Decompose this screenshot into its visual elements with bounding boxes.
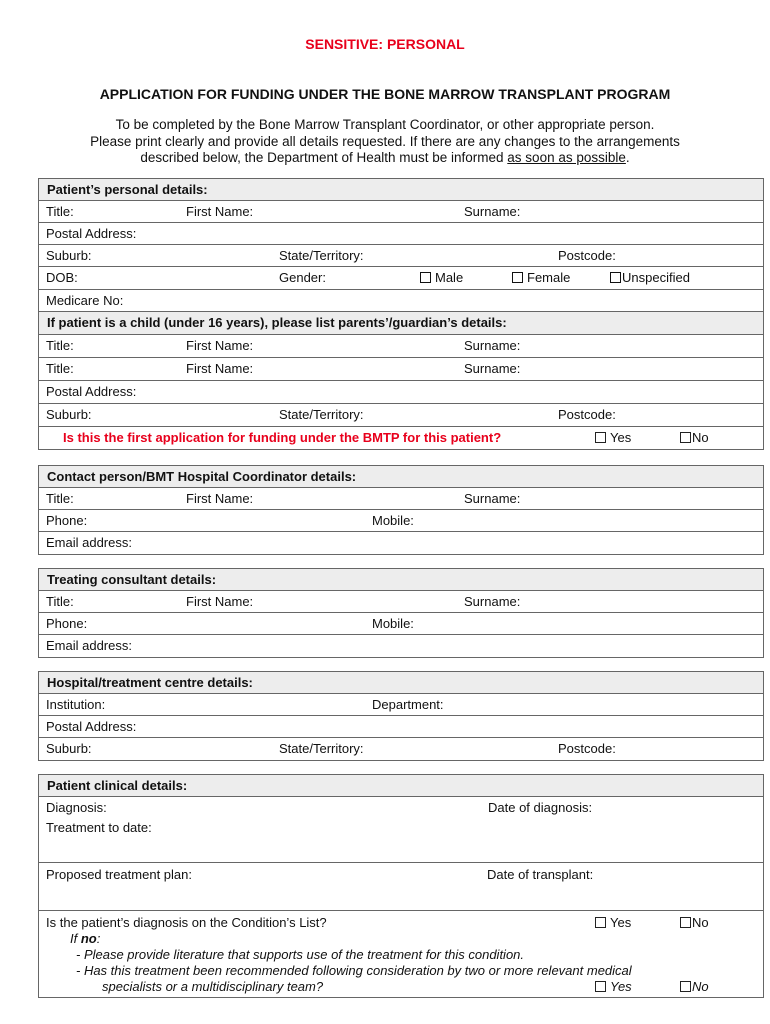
consultant-details-section <box>38 568 764 658</box>
conditions-list-question: Is the patient’s diagnosis on the Condition’s List? <box>46 915 327 930</box>
treatment-plan-row[interactable] <box>39 863 763 911</box>
conditions-list-row <box>39 911 763 997</box>
consultant-details-heading: Treating consultant details: <box>39 569 763 591</box>
patient-dob-row <box>39 267 763 290</box>
checkbox-icon <box>610 272 621 283</box>
surname-label: Surname: <box>464 338 521 353</box>
title-label: Title: <box>46 361 74 376</box>
consultant-email-row[interactable] <box>39 635 763 657</box>
dob-label: DOB: <box>46 270 78 285</box>
postal-address-label: Postal Address: <box>46 225 137 241</box>
postcode-label: Postcode: <box>558 247 616 263</box>
email-label: Email address: <box>46 638 132 653</box>
if-no-label: If no: <box>70 931 101 946</box>
date-of-transplant-label: Date of transplant: <box>487 867 594 882</box>
first-name-label: First Name: <box>186 361 254 376</box>
contact-name-row[interactable] <box>39 488 763 510</box>
recommendation-no-checkbox[interactable]: No <box>680 979 709 995</box>
postal-address-label: Postal Address: <box>46 718 137 734</box>
checkbox-icon <box>680 981 691 992</box>
consultant-phone-row[interactable] <box>39 613 763 635</box>
state-label: State/Territory: <box>279 247 364 263</box>
postcode-label: Postcode: <box>558 407 616 422</box>
recommendation-question-line-2: specialists or a multidisciplinary team? <box>102 979 324 994</box>
checkbox-icon <box>680 432 691 443</box>
first-name-label: First Name: <box>186 203 254 219</box>
suburb-label: Suburb: <box>46 247 92 263</box>
male-checkbox[interactable]: Male <box>420 270 463 286</box>
institution-label: Institution: <box>46 696 106 712</box>
guardian-postal-row[interactable] <box>39 381 763 404</box>
postal-address-label: Postal Address: <box>46 384 137 399</box>
patient-details-section <box>38 178 764 450</box>
form-instructions <box>0 117 770 167</box>
first-name-label: First Name: <box>186 490 254 506</box>
checkbox-icon <box>420 272 431 283</box>
title-label: Title: <box>46 490 74 506</box>
phone-label: Phone: <box>46 512 88 528</box>
title-label: Title: <box>46 593 74 609</box>
recommendation-question-line-1: - Has this treatment been recommended following consideration by two or more relevant medical <box>76 963 632 978</box>
first-app-yes-checkbox[interactable]: Yes <box>595 430 631 446</box>
state-label: State/Territory: <box>279 407 364 422</box>
checkbox-icon <box>595 432 606 443</box>
guardian-details-heading: If patient is a child (under 16 years), please list parents’/guardian’s details: <box>39 312 763 335</box>
first-app-no-checkbox[interactable]: No <box>680 430 709 446</box>
diagnosis-row[interactable] <box>39 797 763 818</box>
patient-name-row[interactable] <box>39 201 763 223</box>
patient-details-heading: Patient’s personal details: <box>39 179 763 201</box>
instructions-line-2: Please print clearly and provide all details requested. If there are any changes to the arrangements <box>90 133 680 149</box>
surname-label: Surname: <box>464 593 521 609</box>
phone-label: Phone: <box>46 615 88 631</box>
gender-label: Gender: <box>279 270 326 285</box>
patient-suburb-row[interactable] <box>39 245 763 267</box>
conditions-no-checkbox[interactable]: No <box>680 915 709 931</box>
instructions-line-1: To be completed by the Bone Marrow Transplant Coordinator, or other appropriate person. <box>115 117 655 132</box>
date-of-diagnosis-label: Date of diagnosis: <box>488 799 593 815</box>
contact-details-section <box>38 465 764 555</box>
mobile-label: Mobile: <box>372 615 414 631</box>
checkbox-icon <box>512 272 523 283</box>
postcode-label: Postcode: <box>558 741 616 756</box>
surname-label: Surname: <box>464 490 521 506</box>
hospital-details-section <box>38 671 764 761</box>
state-label: State/Territory: <box>279 741 364 756</box>
surname-label: Surname: <box>464 361 521 376</box>
conditions-yes-checkbox[interactable]: Yes <box>595 915 631 931</box>
first-application-row <box>39 427 763 449</box>
hospital-institution-row[interactable] <box>39 694 763 716</box>
asap-text: as soon as possible <box>507 150 626 165</box>
treatment-to-date-label: Treatment to date: <box>46 820 152 835</box>
first-name-label: First Name: <box>186 338 254 353</box>
diagnosis-label: Diagnosis: <box>46 799 107 815</box>
guardian-1-name-row[interactable] <box>39 335 763 358</box>
contact-phone-row[interactable] <box>39 510 763 532</box>
unspecified-checkbox[interactable]: Unspecified <box>610 270 690 286</box>
first-name-label: First Name: <box>186 593 254 609</box>
female-checkbox[interactable]: Female <box>512 270 570 286</box>
sensitive-label: SENSITIVE: PERSONAL <box>305 36 465 52</box>
treatment-to-date-row[interactable] <box>39 818 763 863</box>
title-label: Title: <box>46 203 74 219</box>
instructions-line-3: described below, the Department of Health must be informed as soon as possible. <box>140 150 630 165</box>
email-label: Email address: <box>46 535 132 550</box>
contact-email-row[interactable] <box>39 532 763 554</box>
treatment-plan-label: Proposed treatment plan: <box>46 867 192 882</box>
patient-postal-row[interactable] <box>39 223 763 245</box>
checkbox-icon <box>595 917 606 928</box>
suburb-label: Suburb: <box>46 741 92 756</box>
clinical-details-heading: Patient clinical details: <box>39 775 763 797</box>
department-label: Department: <box>372 696 444 712</box>
checkbox-icon <box>680 917 691 928</box>
mobile-label: Mobile: <box>372 512 414 528</box>
hospital-suburb-row[interactable] <box>39 738 763 760</box>
literature-instruction: - Please provide literature that supports use of the treatment for this condition. <box>76 947 525 962</box>
patient-medicare-row[interactable] <box>39 290 763 312</box>
form-title: APPLICATION FOR FUNDING UNDER THE BONE MARROW TRANSPLANT PROGRAM <box>99 86 671 102</box>
consultant-name-row[interactable] <box>39 591 763 613</box>
clinical-details-section <box>38 774 764 998</box>
checkbox-icon <box>595 981 606 992</box>
contact-details-heading: Contact person/BMT Hospital Coordinator details: <box>39 466 763 488</box>
title-label: Title: <box>46 338 74 353</box>
suburb-label: Suburb: <box>46 407 92 422</box>
first-application-question: Is this the first application for funding under the BMTP for this patient? <box>63 430 502 445</box>
guardian-suburb-row[interactable] <box>39 404 763 427</box>
medicare-label: Medicare No: <box>46 292 124 308</box>
surname-label: Surname: <box>464 203 521 219</box>
guardian-2-name-row[interactable] <box>39 358 763 381</box>
hospital-details-heading: Hospital/treatment centre details: <box>39 672 763 694</box>
hospital-postal-row[interactable] <box>39 716 763 738</box>
recommendation-yes-checkbox[interactable]: Yes <box>595 979 632 995</box>
